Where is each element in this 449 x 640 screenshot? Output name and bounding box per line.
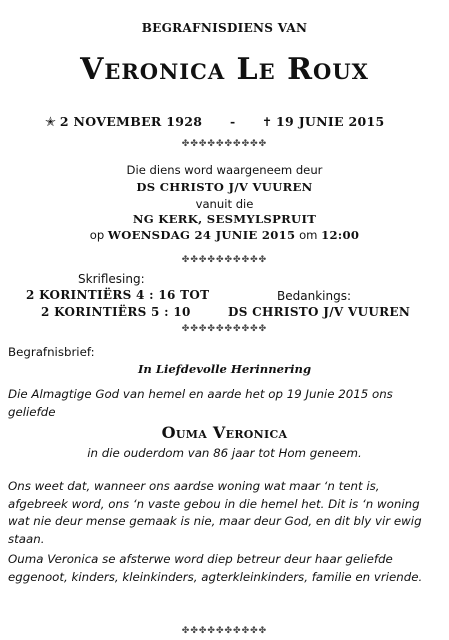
ornament-divider: ✤✤✤✤✤✤✤✤✤✤	[181, 626, 268, 636]
letter-heading: In Liefdevolle Herinnering	[137, 362, 312, 376]
reading-line-2: 2 KORINTIËRS 5 : 10	[41, 305, 191, 319]
service-line-2: vanuit die	[195, 197, 254, 211]
time-prefix: om	[299, 228, 318, 242]
service-church: NG KERK, SESMYLSPRUIT	[132, 212, 317, 226]
thanks-label: Bedankings:	[277, 289, 351, 303]
ornament-divider: ✤✤✤✤✤✤✤✤✤✤	[181, 255, 268, 265]
reading-line-1: 2 KORINTIËRS 4 : 16 TOT	[26, 288, 210, 302]
birth-date: 2 NOVEMBER 1928	[59, 114, 203, 129]
letter-paragraph-1: Ons weet dat, wanneer ons aardse woning wat maar ‘n tent is, afgebreek word, ons ‘n vaste gebou in die hemel het. Dit is ‘n woning wat nie deur mense gemaak is nie, maar deur God, en dit bly vir ewig staan.	[8, 479, 422, 546]
cross-icon: ✝	[262, 115, 273, 129]
date-dash: -	[230, 114, 236, 129]
ouma-name: Ouma Veronica	[161, 423, 288, 442]
ornament-divider: ✤✤✤✤✤✤✤✤✤✤	[181, 139, 268, 149]
date-prefix: op	[89, 228, 105, 242]
service-time: 12:00	[321, 228, 360, 242]
age-line: in die ouderdom van 86 jaar tot Hom geneem.	[87, 446, 362, 460]
thanks-name: DS CHRISTO J/V VUUREN	[228, 305, 411, 319]
death-row	[262, 114, 384, 129]
star-icon: ✭	[45, 115, 56, 130]
service-line-1: Die diens word waargeneem deur	[126, 163, 323, 177]
service-minister: DS CHRISTO J/V VUUREN	[136, 180, 313, 194]
letter-intro: Die Almagtige God van hemel en aarde het op 19 Junie 2015 ons geliefde	[8, 387, 393, 419]
notice-header: BEGRAFNISDIENS VAN	[141, 21, 308, 35]
deceased-name: Veronica Le Roux	[80, 52, 369, 87]
ornament-divider: ✤✤✤✤✤✤✤✤✤✤	[181, 324, 268, 334]
birth-row	[45, 114, 202, 130]
death-date: 19 JUNIE 2015	[276, 114, 385, 129]
service-datetime	[0, 228, 449, 242]
letter-label: Begrafnisbrief:	[8, 345, 95, 359]
reading-label: Skriflesing:	[78, 272, 145, 286]
service-date: WOENSDAG 24 JUNIE 2015	[107, 228, 296, 242]
letter-paragraph-2: Ouma Veronica se afsterwe word diep betreur deur haar geliefde eggenoot, kinders, kleinkinders, agterkleinkinders, familie en vriende.	[8, 552, 423, 584]
